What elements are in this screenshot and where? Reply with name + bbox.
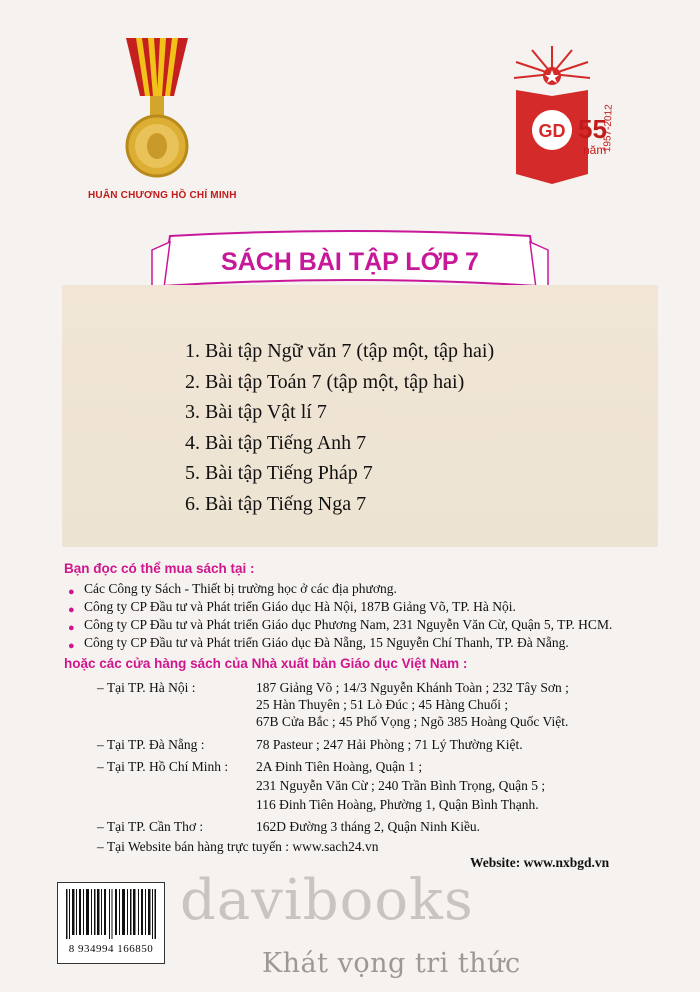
book-item: 2. Bài tập Toán 7 (tập một, tập hai) (185, 370, 465, 393)
book-item: 4. Bài tập Tiếng Anh 7 (185, 431, 367, 454)
bullet-icon: ● (68, 640, 75, 652)
store-address: 25 Hàn Thuyên ; 51 Lò Đúc ; 45 Hàng Chuối ; (256, 697, 509, 712)
buy-intro: Bạn đọc có thể mua sách tại : (64, 561, 255, 576)
book-item: 3. Bài tập Vật lí 7 (185, 401, 327, 423)
logo-anniversary: 55 (578, 114, 607, 144)
buy-item (64, 580, 612, 598)
buy-list (64, 580, 612, 652)
medal-icon (112, 34, 202, 184)
store-address: 78 Pasteur ; 247 Hải Phòng ; 71 Lý Thường Kiệt. (256, 737, 523, 752)
bullet-icon: ● (68, 586, 75, 598)
book-item: 1. Bài tập Ngữ văn 7 (tập một, tập hai) (185, 340, 495, 362)
watermark-name: davibooks (180, 868, 474, 933)
publisher-website: Website: www.nxbgd.vn (470, 855, 610, 870)
store-address: 116 Đinh Tiên Hoàng, Phường 1, Quận Bình Thạnh. (256, 797, 539, 812)
store-city-danang: – Tại TP. Đà Nẵng : (97, 737, 205, 752)
watermark-tagline: Khát vọng tri thức (262, 948, 521, 979)
store-online: – Tại Website bán hàng trực tuyến : www.sach24.vn (97, 839, 379, 854)
book-list (185, 336, 494, 519)
book-item: 6. Bài tập Tiếng Nga 7 (185, 492, 367, 515)
buy-item (64, 616, 612, 634)
page-title: SÁCH BÀI TẬP LỚP 7 (221, 248, 479, 276)
logo-initials: GD (538, 121, 566, 141)
stores-intro: hoặc các cửa hàng sách của Nhà xuất bản Giáo dục Việt Nam : (64, 656, 468, 671)
store-address: 187 Giảng Võ ; 14/3 Nguyễn Khánh Toàn ; 232 Tây Sơn ; (256, 680, 569, 695)
barcode-bars-icon (66, 889, 156, 939)
bullet-icon: ● (68, 604, 75, 616)
buy-item (64, 598, 612, 616)
bullet-icon: ● (68, 622, 75, 634)
store-city-cantho: – Tại TP. Cần Thơ : (97, 819, 204, 834)
store-address: 231 Nguyễn Văn Cừ ; 240 Trần Bình Trọng, Quận 5 ; (256, 778, 546, 793)
store-address: 2A Đinh Tiên Hoàng, Quận 1 ; (256, 759, 423, 774)
store-address: 67B Cửa Bắc ; 45 Phố Vọng ; Ngõ 385 Hoàng Quốc Việt. (256, 714, 569, 729)
logo-unit: năm (583, 143, 607, 157)
medal-caption: HUÂN CHƯƠNG HỒ CHÍ MINH (88, 190, 237, 201)
barcode-number: 8 934994 166850 (68, 943, 154, 955)
buy-item-text: Công ty CP Đầu tư và Phát triển Giáo dục Đà Nẵng, 15 Nguyễn Chí Thanh, TP. Đà Nẵng. (84, 635, 569, 650)
store-city-hcm: – Tại TP. Hồ Chí Minh : (97, 759, 229, 774)
book-item: 5. Bài tập Tiếng Pháp 7 (185, 462, 373, 484)
buy-item-text: Các Công ty Sách - Thiết bị trường học ở các địa phương. (84, 581, 397, 596)
store-address: 162D Đường 3 tháng 2, Quận Ninh Kiều. (256, 819, 481, 834)
store-city-hanoi: – Tại TP. Hà Nội : (97, 680, 196, 695)
logo-years: 1957-2012 (602, 104, 615, 153)
buy-item-text: Công ty CP Đầu tư và Phát triển Giáo dục Hà Nội, 187B Giảng Võ, TP. Hà Nội. (84, 599, 516, 614)
barcode (57, 882, 165, 964)
buy-item-text: Công ty CP Đầu tư và Phát triển Giáo dục Phương Nam, 231 Nguyễn Văn Cừ, Quận 5, TP. HCM. (84, 617, 613, 632)
buy-item (64, 634, 612, 652)
